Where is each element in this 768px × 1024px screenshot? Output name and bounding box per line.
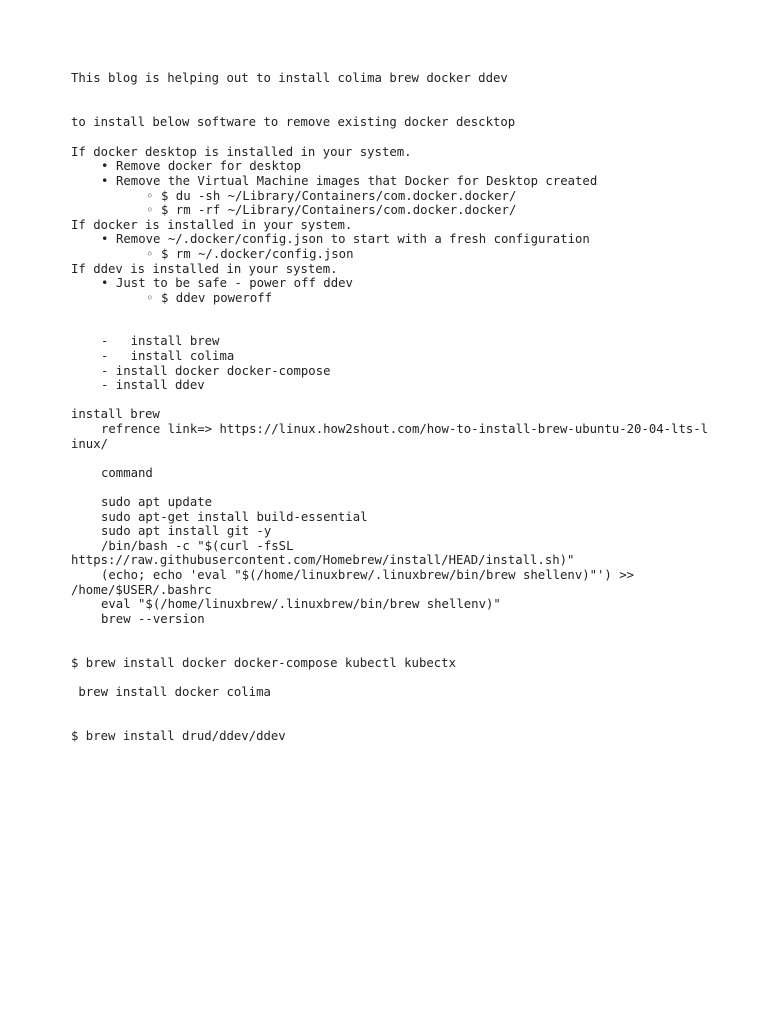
command-line: eval "$(/home/linuxbrew/.linuxbrew/bin/brew shellenv)"	[101, 597, 501, 612]
list-item-text: Remove ~/.docker/config.json to start with a fresh configuration	[116, 232, 590, 247]
intro-text: to install below software to remove existing docker descktop	[71, 114, 516, 129]
command-line: sudo apt install git -y	[101, 524, 272, 539]
sub-list-item	[71, 203, 711, 218]
command-line: sudo apt-get install build-essential	[101, 509, 368, 524]
dash-list-item: - install ddev	[101, 378, 205, 393]
command-label: command	[101, 465, 153, 480]
command-line: (echo; echo 'eval "$(/home/linuxbrew/.linuxbrew/bin/brew shellenv)"') >>	[101, 567, 635, 582]
section-heading: If ddev is installed in your system.	[71, 261, 338, 276]
sub-list-item	[71, 247, 711, 262]
document-title: This blog is helping out to install colima brew docker ddev	[71, 71, 508, 85]
install-brew-heading: install brew	[71, 407, 160, 422]
list-item-text: Remove docker for desktop	[116, 159, 302, 174]
brew-install-colima-command: brew install docker colima	[71, 684, 271, 699]
circle-bullet-icon: ◦	[146, 188, 154, 203]
sub-list-item-text: $ rm -rf ~/Library/Containers/com.docker.docker/	[161, 203, 517, 218]
document-page	[71, 71, 711, 743]
circle-bullet-icon: ◦	[146, 246, 154, 261]
list-item	[71, 232, 711, 247]
brew-install-docker-command: $ brew install docker docker-compose kubectl kubectx	[71, 655, 456, 670]
section-heading: If docker desktop is installed in your system.	[71, 144, 412, 159]
dash-list-item: - install colima	[101, 349, 235, 364]
sub-list-item-text: $ ddev poweroff	[161, 290, 273, 305]
bullet-icon: •	[101, 159, 109, 174]
list-item	[71, 159, 711, 174]
command-line: sudo apt update	[101, 495, 213, 510]
sub-list-item	[71, 189, 711, 204]
command-line: https://raw.githubusercontent.com/Homebrew/install/HEAD/install.sh)"	[71, 553, 575, 568]
sub-list-item-text: $ du -sh ~/Library/Containers/com.docker.docker/	[161, 188, 517, 203]
sub-list-item-text: $ rm ~/.docker/config.json	[161, 246, 354, 261]
command-line: /home/$USER/.bashrc	[71, 582, 212, 597]
list-item-text: Remove the Virtual Machine images that Docker for Desktop created	[116, 173, 598, 188]
sub-list-item	[71, 291, 711, 306]
brew-install-ddev-command: $ brew install drud/ddev/ddev	[71, 728, 286, 743]
dash-list-item: - install docker docker-compose	[101, 363, 331, 378]
circle-bullet-icon: ◦	[146, 290, 154, 305]
command-line: /bin/bash -c "$(curl -fsSL	[101, 538, 294, 553]
list-item-text: Just to be safe - power off ddev	[116, 276, 353, 291]
list-item	[71, 174, 711, 189]
list-item	[71, 276, 711, 291]
bullet-icon: •	[101, 232, 109, 247]
section-heading: If docker is installed in your system.	[71, 217, 353, 232]
circle-bullet-icon: ◦	[146, 203, 154, 218]
reference-link[interactable]: refrence link=> https://linux.how2shout.com/how-to-install-brew-ubuntu-20-04-lts-linux/	[71, 422, 709, 451]
bullet-icon: •	[101, 173, 109, 188]
bullet-icon: •	[101, 276, 109, 291]
dash-list-item: - install brew	[101, 334, 220, 349]
command-line: brew --version	[101, 611, 205, 626]
